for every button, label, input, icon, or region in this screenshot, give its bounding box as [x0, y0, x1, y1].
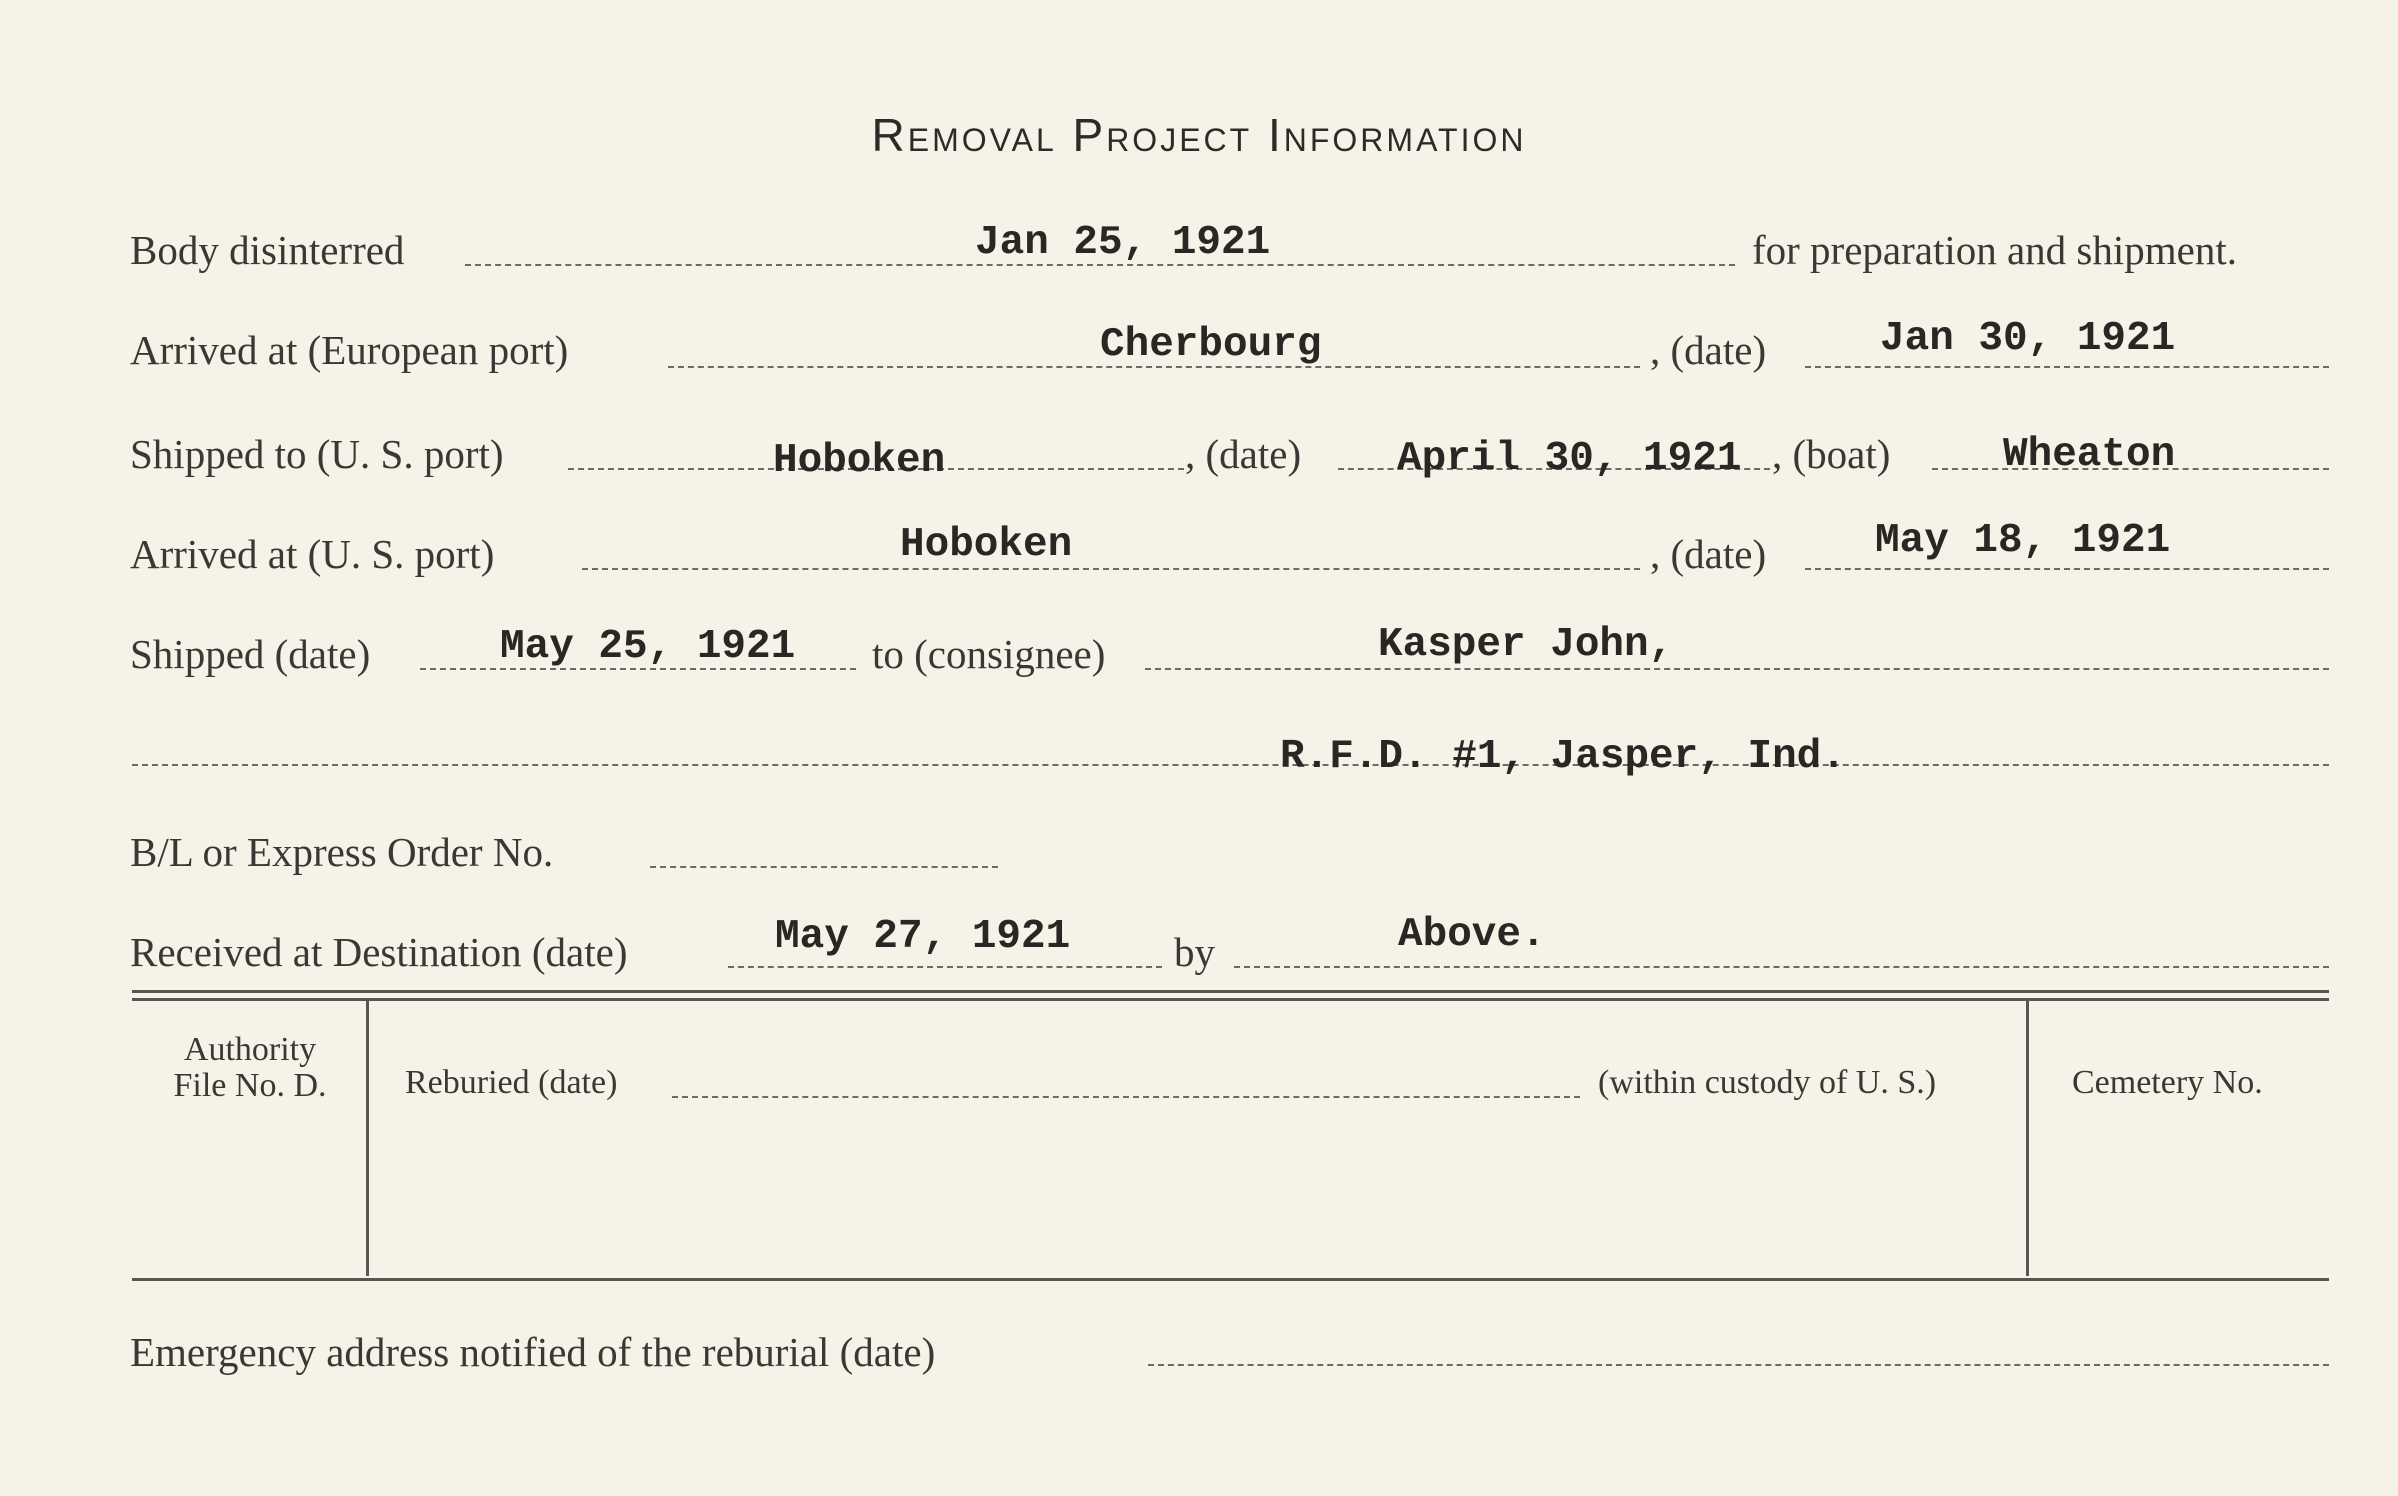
consignee-line — [1145, 668, 2329, 670]
arrived-europe-label: Arrived at (European port) — [130, 327, 569, 373]
authority-file-label — [140, 1032, 360, 1103]
arrived-europe-date: Jan 30, 1921 — [1880, 316, 2176, 362]
reburied-line — [672, 1096, 1580, 1098]
shipped-us-boat: Wheaton — [2003, 432, 2176, 478]
disinterred-suffix: for preparation and shipment. — [1752, 227, 2238, 273]
received-by-line — [1234, 966, 2329, 968]
consignee-address: R.F.D. #1, Jasper, Ind. — [1280, 734, 1846, 780]
bl-line — [650, 866, 998, 868]
shipped-us-boat-label: , (boat) — [1772, 431, 1891, 477]
custody-label: (within custody of U. S.) — [1598, 1064, 1937, 1101]
authority-line-2: File No. D. — [173, 1066, 327, 1104]
arrived-us-date: May 18, 1921 — [1875, 518, 2171, 564]
card-title: Removal Project Information — [871, 109, 1527, 161]
received-by: Above. — [1398, 912, 1546, 958]
shipped-us-date-label: , (date) — [1185, 431, 1302, 477]
address-line — [132, 764, 2329, 766]
disinterred-date: Jan 25, 1921 — [975, 220, 1271, 266]
box-top-rule-2 — [132, 998, 2329, 1001]
cemetery-label: Cemetery No. — [2072, 1064, 2263, 1101]
received-date-line — [728, 966, 1162, 968]
box-top-rule-1 — [132, 990, 2329, 993]
arrived-europe-date-line — [1805, 366, 2329, 368]
box-divider-right — [2026, 1000, 2029, 1276]
arrived-us-date-label: , (date) — [1650, 531, 1767, 577]
box-divider-left — [366, 1000, 369, 1276]
arrived-europe-date-label: , (date) — [1650, 327, 1767, 373]
shipped-us-label: Shipped to (U. S. port) — [130, 431, 504, 477]
received-by-label: by — [1174, 929, 1215, 975]
arrived-us-port-line — [582, 568, 1640, 570]
authority-line-1: Authority — [183, 1031, 317, 1068]
received-label: Received at Destination (date) — [130, 929, 628, 975]
arrived-us-port: Hoboken — [900, 522, 1073, 568]
shipped-date: May 25, 1921 — [500, 624, 796, 670]
consignee-name: Kasper John, — [1378, 622, 1674, 668]
disinterred-label: Body disinterred — [130, 227, 405, 273]
emergency-label: Emergency address notified of the reburial (date) — [130, 1329, 936, 1375]
reburied-label: Reburied (date) — [405, 1064, 618, 1101]
shipped-label: Shipped (date) — [130, 631, 371, 677]
shipped-us-date: April 30, 1921 — [1397, 436, 1742, 482]
box-bottom-rule — [132, 1278, 2329, 1281]
arrived-europe-port: Cherbourg — [1100, 322, 1322, 368]
arrived-us-date-line — [1805, 568, 2329, 570]
shipped-us-port: Hoboken — [773, 438, 946, 484]
received-date: May 27, 1921 — [775, 914, 1071, 960]
consignee-label: to (consignee) — [872, 631, 1106, 677]
emergency-line — [1148, 1364, 2329, 1366]
arrived-us-label: Arrived at (U. S. port) — [130, 531, 495, 577]
bl-label: B/L or Express Order No. — [130, 829, 554, 875]
